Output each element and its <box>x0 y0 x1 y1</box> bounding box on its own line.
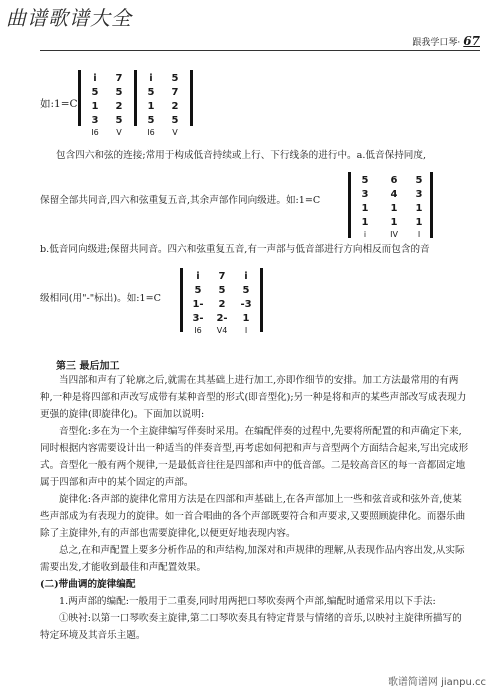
note: 5 <box>115 87 123 98</box>
note: 5 <box>91 87 99 98</box>
note: 1 <box>361 203 369 214</box>
paragraph: 当四部和声有了轮廓之后,就需在其基础上进行加工,亦即作细节的安排。加工方法最常用的有两种,一种是将四部和声改写成带有某种音型的形式(即音型化);另一种是将和声的某些声部改写成表现力更强的旋律(即旋律化)。下面加以说明: <box>40 375 467 420</box>
example3-matrix <box>180 268 260 340</box>
left-bar <box>180 268 183 332</box>
ex1-b-lower <box>168 72 182 138</box>
note: 3 <box>415 189 423 200</box>
chord-label: i <box>363 230 367 239</box>
note: 5 <box>242 285 250 296</box>
note: 1 <box>91 101 99 112</box>
note: 1 <box>390 217 398 228</box>
note: 7 <box>171 87 179 98</box>
note: 2 <box>171 101 179 112</box>
text-line-2: 保留全部共同音,四六和弦重复五音,其余声部作同向级进。如:1=C <box>40 195 321 206</box>
note: 5 <box>171 115 179 126</box>
left-bar <box>78 70 81 126</box>
note: 1 <box>390 203 398 214</box>
note: 5 <box>147 87 155 98</box>
note: 6 <box>390 175 398 186</box>
note: 3 <box>91 115 99 126</box>
ex2-col-3 <box>412 174 426 240</box>
right-bar <box>430 172 433 238</box>
note: 5 <box>147 115 155 126</box>
ex2-col-2 <box>384 174 404 240</box>
note: 5 <box>171 73 179 84</box>
note: 1 <box>147 101 155 112</box>
note: 5 <box>194 285 202 296</box>
ex2-col-1 <box>358 174 372 240</box>
note: i <box>196 271 200 282</box>
body-paragraphs <box>40 372 470 644</box>
example1-label: 如:1=C <box>40 98 78 110</box>
chord-label: V <box>116 128 122 137</box>
note: 5 <box>115 115 123 126</box>
watermark: 歌谱简谱网 jianpu.cc <box>387 677 486 688</box>
note: 7 <box>115 73 123 84</box>
ex1-b-upper <box>144 72 158 138</box>
paragraph: 总之,在和声配置上要多分析作品的和声结构,加深对和声规律的理解,从表现作品内容出发,从实际需要出发,才能收到最佳和声配置效果。 <box>40 545 465 573</box>
chord-label: I6 <box>194 326 202 335</box>
ex3-col-2 <box>212 270 232 336</box>
chord-label: IV <box>390 230 398 239</box>
note: 3- <box>192 313 204 324</box>
page-header <box>412 34 480 48</box>
header-rule <box>40 50 480 51</box>
note: 1 <box>415 217 423 228</box>
chord-label: I <box>417 230 421 239</box>
right-bar <box>190 70 193 126</box>
paragraph: 音型化:多在为一个主旋律编写伴奏时采用。在编配伴奏的过程中,先要将所配置的和声确定下来,同时根据内容需要设计出一种适当的伴奏音型,再考虑如何把和声与音型两个方面结合起来,写出完成形式。音型化一般有两个规律,一是最低音往往是四部和声中的低音部。二是较高音区的每一音都固定地属于四部和声中的某个固定的声部。 <box>40 426 469 488</box>
ex3-col-1 <box>188 270 208 336</box>
note: 5 <box>218 285 226 296</box>
note: 1 <box>242 313 250 324</box>
ex1-a-lower <box>112 72 126 138</box>
page-number: 67 <box>463 34 480 48</box>
chord-label: V <box>172 128 178 137</box>
right-bar <box>260 268 263 332</box>
note: i <box>244 271 248 282</box>
middle-bar <box>134 70 137 126</box>
ex3-col-3 <box>236 270 256 336</box>
note: 3 <box>361 189 369 200</box>
chord-label: V4 <box>216 326 228 335</box>
note: 2- <box>216 313 228 324</box>
text-line-3: b.低音同向级进;保留共同音。四六和弦重复五音,有一声部与低音部进行方向相反而包含的音 <box>40 244 430 255</box>
example2-matrix <box>348 172 428 242</box>
series-name: 跟我学口琴· <box>412 38 461 48</box>
text-line-1: 包含四六和弦的连接;常用于构成低音持续或上行、下行线条的进行中。a.低音保持同度, <box>56 150 427 161</box>
note: 4 <box>390 189 398 200</box>
left-bar <box>348 172 351 238</box>
note: 1 <box>361 217 369 228</box>
note: i <box>93 73 97 84</box>
note: 1- <box>192 299 204 310</box>
text-line-4: 级相同(用"-"标出)。如:1=C <box>40 293 162 304</box>
note: 7 <box>218 271 226 282</box>
chord-label: I <box>244 326 248 335</box>
list-item: ①映衬:以第一口琴吹奏主旋律,第二口琴吹奏具有特定背景与情绪的音乐,以映衬主旋律所描写的特定环境及其音乐主题。 <box>40 613 462 641</box>
chord-label: I6 <box>91 128 99 137</box>
note: -3 <box>240 299 252 310</box>
note: 2 <box>218 299 226 310</box>
paragraph: 旋律化:各声部的旋律化常用方法是在四部和声基础上,在各声部加上一些和弦音或和弦外音,使某些声部成为有表现力的旋律。如一首合唱曲的各个声部既要符合和声要求,又要照顾旋律化。而器乐曲除了主旋律外,有的声部也需要旋律化,以便更好地表现内容。 <box>40 494 466 539</box>
chord-label: I6 <box>147 128 155 137</box>
list-item: 1.两声部的编配:一般用于二重奏,同时用两把口琴吹奏两个声部,编配时通常采用以下手法: <box>59 596 436 607</box>
note: 2 <box>115 101 123 112</box>
site-title: 曲谱歌谱大全 <box>6 6 132 30</box>
ex1-a-upper <box>88 72 102 138</box>
note: 5 <box>361 175 369 186</box>
section-heading: 第三 最后加工 <box>56 361 120 372</box>
note: 5 <box>415 175 423 186</box>
example1-matrix <box>78 70 198 140</box>
note: 1 <box>415 203 423 214</box>
subheading: (二)带曲调的旋律编配 <box>40 579 136 590</box>
note: i <box>149 73 153 84</box>
